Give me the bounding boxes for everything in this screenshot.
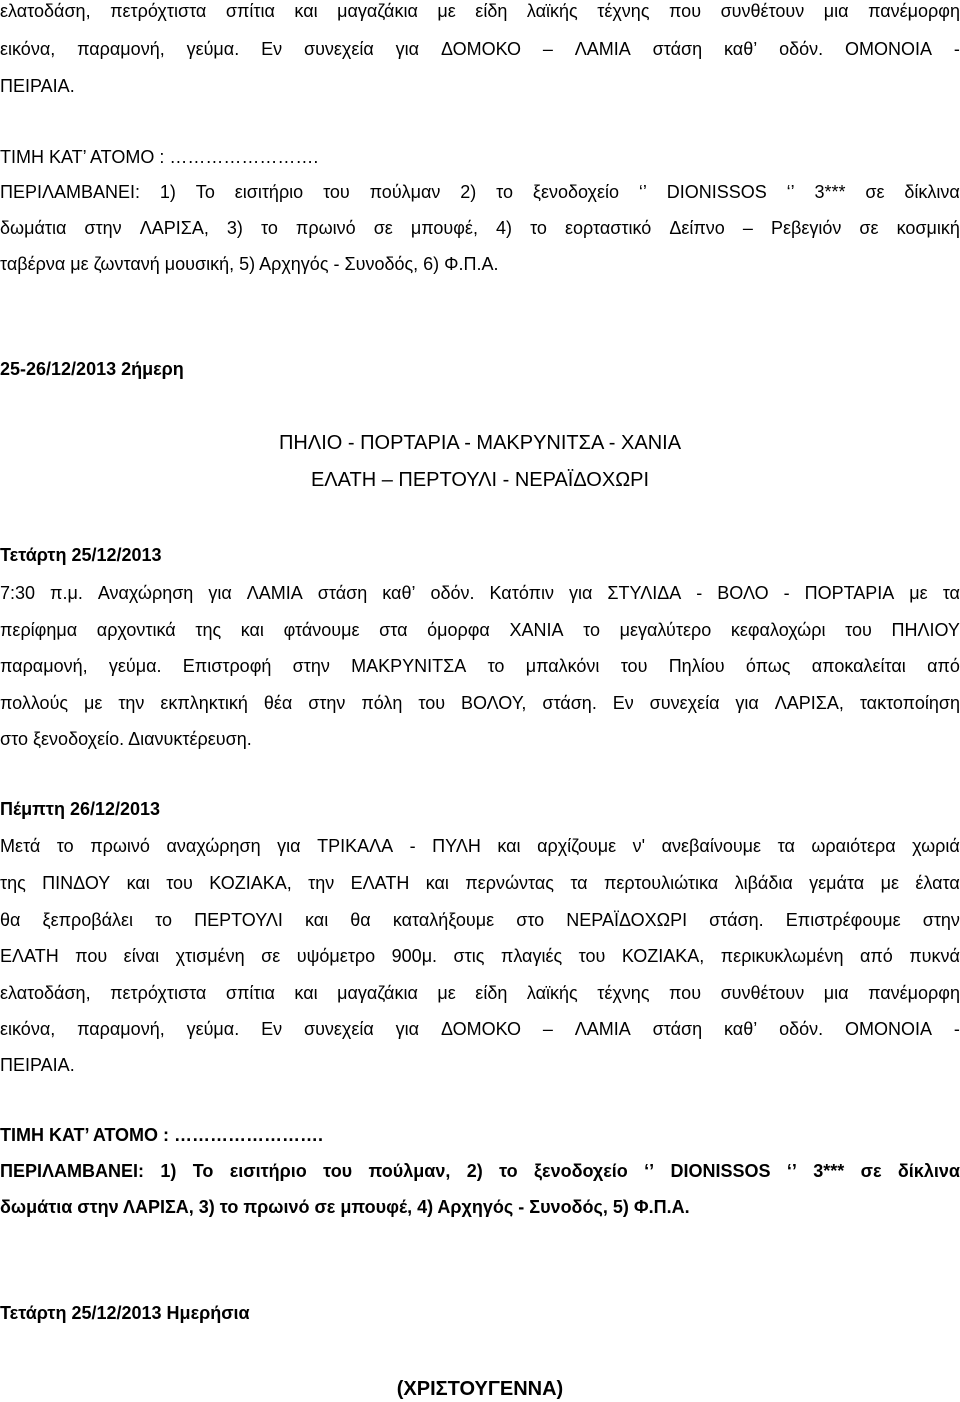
word: ΛΑΜΙΑ — [574, 39, 631, 59]
day2-last-line: ΠΕΙΡΑΙΑ. — [0, 1055, 75, 1075]
word: ΚΟΖΙΑΚΑ, — [209, 873, 292, 893]
word: την — [118, 693, 145, 713]
word: ‘’ — [786, 1161, 797, 1181]
word: 3*** — [813, 1161, 845, 1181]
word: γεύμα. — [186, 1019, 240, 1039]
word: και — [126, 873, 150, 893]
word: Το — [195, 182, 215, 202]
day2-line — [0, 982, 960, 1004]
word: DIONISSOS — [670, 1161, 771, 1181]
word: πόλη — [361, 693, 403, 713]
word: ΜΑΚΡΥΝΙΤΣΑ — [351, 656, 467, 676]
word: μπουφέ, — [410, 218, 478, 238]
word: εορταστικό — [565, 218, 652, 238]
word: αναχώρηση — [166, 836, 261, 856]
text-line: ΠΕΙΡΑΙΑ. — [0, 76, 75, 96]
word: - — [953, 39, 960, 59]
word: 1) — [159, 182, 176, 202]
word: μια — [823, 983, 849, 1003]
word: - — [696, 583, 703, 603]
word: ‘’ — [638, 182, 647, 202]
word: αρχίζουμε — [537, 836, 617, 856]
word: σε — [859, 218, 879, 238]
word: πρωινό — [90, 836, 150, 856]
word: ΠΥΛΗ — [432, 836, 481, 856]
word: ελατοδάση, — [0, 983, 91, 1003]
word: ΠΕΡΙΛΑΜΒΑΝΕΙ: — [0, 1161, 145, 1181]
word: σε — [373, 218, 393, 238]
word: 7:30 — [0, 583, 36, 603]
word: εικόνα, — [0, 1019, 56, 1039]
includes-line — [0, 217, 960, 239]
word: ΒΟΛΟΥ, — [460, 693, 527, 713]
trip-title-line2: ΕΛΑΤΗ – ΠΕΡΤΟΥΛΙ - ΝΕΡΑΪΔΟΧΩΡΙ — [310, 469, 650, 491]
word: ανεβαίνουμε — [661, 836, 762, 856]
day2-line — [0, 872, 960, 894]
word: που — [75, 946, 108, 966]
word: ΠΗΛΙΟΥ — [891, 620, 960, 640]
word: χωριά — [912, 836, 960, 856]
word: μπαλκόνι — [525, 656, 600, 676]
word: για — [395, 1019, 420, 1039]
word: όπως — [745, 656, 791, 676]
word: 3) — [226, 218, 243, 238]
word: που — [669, 1, 702, 21]
word: το — [499, 1161, 518, 1181]
word: γεμάτα — [809, 873, 865, 893]
word: 900μ. — [391, 946, 438, 966]
word: ΠΕΡΤΟΥΛΙ — [194, 910, 283, 930]
word: στάση — [317, 583, 368, 603]
word: Αναχώρηση — [97, 583, 194, 603]
word: μεγαλύτερο — [619, 620, 712, 640]
word: σε — [865, 182, 885, 202]
word: τέχνης — [597, 983, 650, 1003]
word: στην — [922, 910, 960, 930]
word: στην — [292, 656, 330, 676]
word: πούλμαν, — [368, 1161, 451, 1181]
word: ΔΟΜΟΚΟ — [440, 1019, 522, 1039]
word: είδη — [475, 983, 508, 1003]
word: 2) — [460, 182, 477, 202]
word: πετρόχτιστα — [110, 1, 207, 21]
word: π.μ. — [50, 583, 83, 603]
word: εισιτήριο — [234, 182, 304, 202]
word: δωμάτια — [0, 218, 67, 238]
word: και — [294, 1, 318, 21]
word: χτισμένη — [175, 946, 245, 966]
word: ΕΛΑΤΗ — [350, 873, 410, 893]
word: – — [542, 1019, 553, 1039]
word: στις — [453, 946, 485, 966]
includes-line: δωμάτια στην ΛΑΡΙΣΑ, 3) το πρωινό σε μπουφέ, 4) Αρχηγός - Συνοδός, 5) Φ.Π.Α. — [0, 1197, 690, 1217]
word: στάση — [652, 39, 703, 59]
word: και — [425, 873, 449, 893]
word: στάση. — [709, 910, 764, 930]
word: 2) — [466, 1161, 483, 1181]
word: κεφαλοχώρι — [730, 620, 826, 640]
word: σε — [261, 946, 281, 966]
word: μαγαζάκια — [337, 1, 418, 21]
word: πλαγιές — [500, 946, 563, 966]
word: – — [542, 39, 553, 59]
word: με — [437, 1, 456, 21]
word: – — [742, 218, 753, 238]
word: ξεπροβάλει — [42, 910, 134, 930]
day1-line — [0, 582, 960, 604]
word: ΕΛΑΤΗ — [0, 946, 59, 966]
next-trip-subtitle: (ΧΡΙΣΤΟΥΓΕΝΝΑ) — [396, 1378, 564, 1400]
word: 3*** — [814, 182, 846, 202]
word: σπίτια — [225, 1, 275, 21]
word: του — [845, 620, 872, 640]
word: το — [496, 182, 514, 202]
word: ΠΙΝΔΟΥ — [42, 873, 111, 893]
word: δίκλινα — [904, 182, 960, 202]
word: ελατοδάση, — [0, 1, 91, 21]
word: ΧΑΝΙΑ — [509, 620, 564, 640]
word: από — [859, 946, 893, 966]
word: ΒΟΛΟ — [717, 583, 769, 603]
word: με — [437, 983, 456, 1003]
word: πανέμορφη — [868, 983, 960, 1003]
day2-line — [0, 1018, 960, 1040]
day1-line — [0, 619, 960, 641]
word: συνεχεία — [303, 39, 374, 59]
word: παραμονή, — [77, 39, 165, 59]
word: του — [323, 182, 350, 202]
word: 4) — [496, 218, 513, 238]
word: του — [418, 693, 446, 713]
text-line — [0, 38, 960, 60]
word: μια — [823, 1, 849, 21]
word: ΔΟΜΟΚΟ — [440, 39, 522, 59]
word: στάση — [652, 1019, 703, 1039]
word: ν' — [632, 836, 646, 856]
word: είναι — [123, 946, 160, 966]
word: - — [783, 583, 790, 603]
word: και — [294, 983, 318, 1003]
word: σπίτια — [225, 983, 275, 1003]
day2-line — [0, 835, 960, 857]
price-line: ΤΙΜΗ ΚΑΤ’ ΑΤΟΜΟ : ……………………. — [0, 1125, 323, 1145]
day2-line — [0, 945, 960, 967]
word: λιβάδια — [734, 873, 793, 893]
word: θα — [350, 910, 371, 930]
word: Εν — [612, 693, 634, 713]
word: με — [84, 693, 103, 713]
word: ΛΑΡΙΣΑ, — [139, 218, 209, 238]
word: Εν — [261, 39, 283, 59]
includes-line — [0, 1160, 960, 1182]
word: πρωινό — [295, 218, 356, 238]
word: για — [735, 693, 759, 713]
word: για — [569, 583, 593, 603]
word: ξενοδοχείο — [534, 1161, 628, 1181]
word: στην — [84, 218, 122, 238]
word: για — [277, 836, 301, 856]
word: το — [56, 836, 74, 856]
word: το — [155, 910, 173, 930]
day1-line — [0, 655, 960, 677]
word: συνεχεία — [649, 693, 720, 713]
word: πετρόχτιστα — [110, 983, 207, 1003]
word: για — [208, 583, 232, 603]
word: εκπληκτική — [160, 693, 248, 713]
word: της — [195, 620, 222, 640]
word: αρχοντικά — [96, 620, 176, 640]
word: πανέμορφη — [868, 1, 960, 21]
word: για — [395, 39, 420, 59]
word: το — [260, 218, 278, 238]
word: ΠΟΡΤΑΡΙΑ — [804, 583, 895, 603]
word: ΠΕΡΙΛΑΜΒΑΝΕΙ: — [0, 182, 141, 202]
word: ΛΑΡΙΣΑ, — [774, 693, 844, 713]
price-line: ΤΙΜΗ ΚΑΤ’ ΑΤΟΜΟ : ……………………. — [0, 147, 319, 167]
word: - — [409, 836, 416, 856]
word: Μετά — [0, 836, 41, 856]
word: ΛΑΜΙΑ — [246, 583, 303, 603]
word: DIONISSOS — [666, 182, 767, 202]
word: στην — [308, 693, 346, 713]
word: συνθέτουν — [720, 1, 805, 21]
word: από — [927, 656, 960, 676]
word: καθ’ — [724, 39, 758, 59]
word: τακτοποίηση — [859, 693, 960, 713]
word: Δείπνο — [669, 218, 725, 238]
word: ΟΜΟΝΟΙΑ — [845, 39, 933, 59]
word: συνθέτουν — [720, 983, 805, 1003]
word: με — [909, 583, 928, 603]
word: στο — [516, 910, 545, 930]
word: γεύμα. — [108, 656, 162, 676]
word: πυκνά — [909, 946, 960, 966]
word: ‘’ — [786, 182, 795, 202]
includes-line: ταβέρνα με ζωντανή μουσική, 5) Αρχηγός - Συνοδός, 6) Φ.Π.Α. — [0, 254, 499, 274]
word: είδη — [475, 1, 508, 21]
word: στάση. — [542, 693, 597, 713]
word: σε — [860, 1161, 882, 1181]
word: δίκλινα — [897, 1161, 960, 1181]
word: περίφημα — [0, 620, 78, 640]
includes-line — [0, 181, 960, 203]
day1-line — [0, 692, 960, 714]
word: οδόν. — [779, 1019, 824, 1039]
word: του — [620, 656, 648, 676]
day1-heading: Τετάρτη 25/12/2013 — [0, 545, 162, 565]
word: υψόμετρο — [296, 946, 376, 966]
word: θα — [0, 910, 21, 930]
word: θέα — [263, 693, 293, 713]
word: περνώντας — [465, 873, 554, 893]
word: Επιστροφή — [182, 656, 272, 676]
word: ωραιότερα — [811, 836, 896, 856]
word: το — [487, 656, 505, 676]
word: παραμονή, — [77, 1019, 165, 1039]
word: ΛΑΜΙΑ — [574, 1019, 631, 1039]
word: - — [953, 1019, 960, 1039]
word: εικόνα, — [0, 39, 56, 59]
word: και — [497, 836, 521, 856]
word: περικυκλωμένη — [720, 946, 844, 966]
word: οδόν. — [779, 39, 824, 59]
word: τα — [777, 836, 795, 856]
word: που — [669, 983, 702, 1003]
word: και — [240, 620, 264, 640]
next-trip-heading: Τετάρτη 25/12/2013 Ημερήσια — [0, 1303, 250, 1323]
word: καθ’ — [724, 1019, 758, 1039]
word: ξενοδοχείο — [532, 182, 620, 202]
day2-heading: Πέμπτη 26/12/2013 — [0, 799, 161, 819]
word: τέχνης — [597, 1, 650, 21]
word: Επιστρέφουμε — [785, 910, 901, 930]
word: οδόν. — [430, 583, 475, 603]
word: όμορφα — [427, 620, 490, 640]
word: φτάνουμε — [283, 620, 360, 640]
word: ‘’ — [644, 1161, 655, 1181]
day2-line — [0, 909, 960, 931]
word: συνεχεία — [303, 1019, 374, 1039]
word: λαϊκής — [526, 1, 578, 21]
word: τα — [570, 873, 588, 893]
word: του — [323, 1161, 353, 1181]
word: αποκαλείται — [811, 656, 906, 676]
word: έλατα — [915, 873, 960, 893]
word: ΟΜΟΝΟΙΑ — [845, 1019, 933, 1039]
word: ΤΡΙΚΑΛΑ — [317, 836, 394, 856]
word: της — [0, 873, 26, 893]
word: στα — [379, 620, 408, 640]
word: τα — [942, 583, 960, 603]
word: με — [880, 873, 899, 893]
word: εισιτήριο — [229, 1161, 307, 1181]
word: ΝΕΡΑΪΔΟΧΩΡΙ — [566, 910, 688, 930]
trip-title-line1: ΠΗΛΙΟ - ΠΟΡΤΑΡΙΑ - ΜΑΚΡΥΝΙΤΣΑ - ΧΑΝΙΑ — [278, 432, 682, 454]
word: παραμονή, — [0, 656, 88, 676]
word: καταλήξουμε — [392, 910, 495, 930]
word: πολλούς — [0, 693, 69, 713]
word: και — [305, 910, 329, 930]
word: Το — [192, 1161, 214, 1181]
trip-date-heading: 25-26/12/2013 2ήμερη — [0, 359, 184, 379]
text-line — [0, 0, 960, 22]
word: μαγαζάκια — [337, 983, 418, 1003]
day1-last-line: στο ξενοδοχείο. Διανυκτέρευση. — [0, 729, 252, 749]
word: πούλμαν — [369, 182, 441, 202]
word: Εν — [261, 1019, 283, 1039]
word: γεύμα. — [186, 39, 240, 59]
word: το — [583, 620, 600, 640]
word: καθ’ — [382, 583, 416, 603]
word: την — [308, 873, 335, 893]
word: περτουλιώτικα — [603, 873, 719, 893]
word: κοσμική — [896, 218, 960, 238]
word: το — [530, 218, 547, 238]
word: λαϊκής — [526, 983, 578, 1003]
word: του — [166, 873, 193, 893]
word: του — [578, 946, 606, 966]
word: ΣΤΥΛΙΔΑ — [607, 583, 682, 603]
word: Πηλίου — [668, 656, 725, 676]
word: ΚΟΖΙΑΚΑ, — [621, 946, 705, 966]
word: 1) — [160, 1161, 177, 1181]
word: Ρεβεγιόν — [770, 218, 842, 238]
word: Κατόπιν — [489, 583, 554, 603]
